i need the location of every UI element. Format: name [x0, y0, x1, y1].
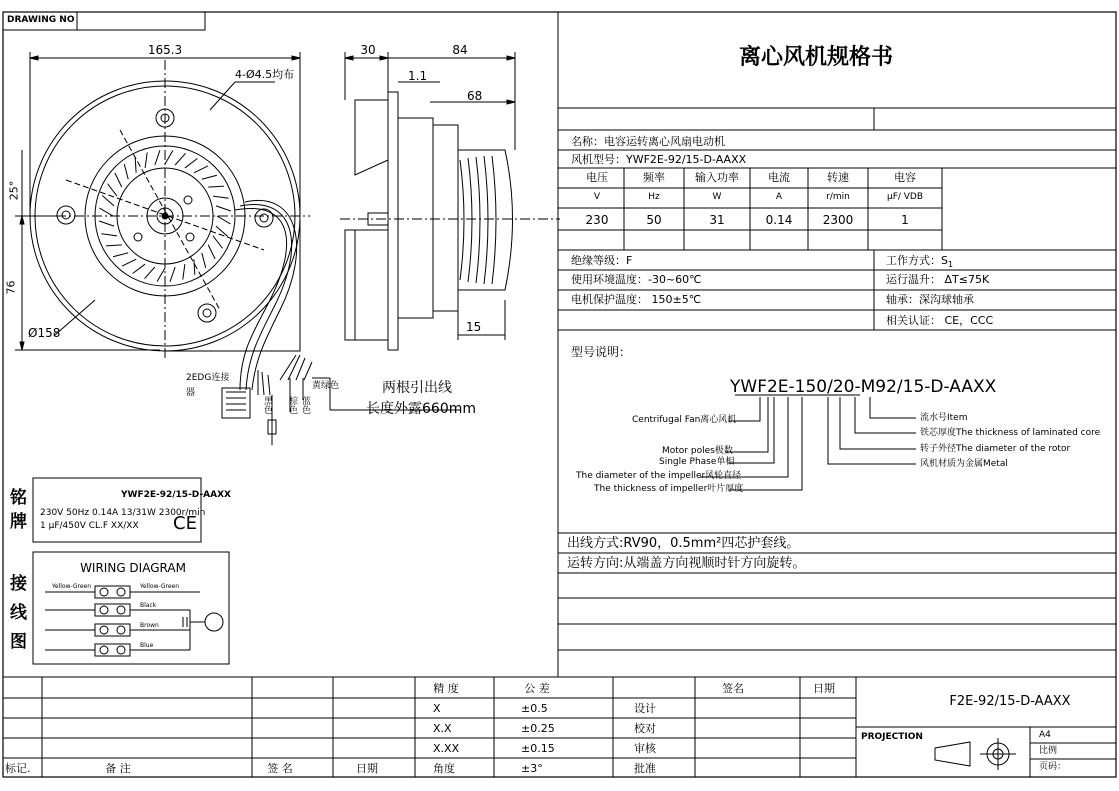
blade-slot	[202, 253, 206, 268]
spec-work-mode: 工作方式：$S_1$	[886, 254, 954, 270]
note-rotation: 运转方向:从端盖方向视顺时针方向旋转。	[567, 556, 806, 571]
blade-slot	[208, 186, 224, 187]
connector-label-2: 器	[186, 388, 196, 398]
tb-tolerance: ±3°	[521, 762, 543, 775]
wire-blue: Blue	[140, 642, 154, 649]
note-lead: 出线方式:RV90，0.5mm²四芯护套线。	[567, 536, 800, 551]
value-speed: 2300	[822, 213, 854, 227]
dim-1-1: 1.1	[408, 69, 428, 83]
wire-label-black: 黑色	[262, 396, 272, 414]
spec-insulation: 绝缘等级：F	[571, 254, 633, 267]
spec-certification: 相关认证： CE，CCC	[886, 314, 994, 327]
spec-header-name: 转速	[827, 171, 849, 184]
date2-label: 日期	[356, 762, 378, 775]
wire-yg-left: Yellow-Green	[52, 583, 92, 590]
model-label-phase: Single Phase单相	[659, 457, 735, 467]
spec-protection: 电机保护温度： 150±5℃	[571, 293, 702, 306]
blade-slot	[113, 253, 128, 257]
blade-slot	[175, 153, 185, 165]
dim-76: 76	[4, 280, 18, 295]
sign-label: 签名	[722, 682, 744, 695]
tb-precision: 角度	[433, 762, 455, 775]
blade-slot	[144, 267, 154, 279]
tb-tolerance: ±0.5	[521, 702, 548, 715]
nameplate-model: YWF2E-92/15-D-AAXX	[121, 490, 231, 500]
page-title: 离心风机规格书	[738, 44, 894, 70]
blade-slot	[185, 158, 197, 167]
dim-width: 165.3	[147, 43, 183, 57]
blade-slot	[145, 152, 147, 168]
blade-slot	[102, 195, 114, 205]
scale-label: 比例	[1039, 746, 1058, 756]
page-label: 页码：	[1039, 762, 1067, 772]
spec-temp-rise: 运行温升： ΔT≤75K	[886, 273, 990, 286]
blade-slot	[194, 166, 208, 173]
nameplate-side-1: 铭	[10, 488, 27, 508]
nameplate-line2: 1 μF/450V CL.F XX/XX	[40, 521, 139, 531]
blade-slot	[124, 164, 128, 179]
dim-30: 30	[360, 43, 376, 57]
side-view	[340, 52, 560, 350]
tb-tolerance: ±0.25	[521, 722, 555, 735]
spec-header-unit: A	[775, 192, 783, 202]
blade-slot	[202, 175, 217, 179]
blade-slot	[194, 259, 195, 275]
wire-brown: Brown	[140, 622, 159, 629]
blade-slot	[115, 173, 122, 187]
tb-role: 设计	[634, 702, 656, 715]
tolerance-label: 公 差	[524, 682, 550, 695]
mark-label: 标记.	[5, 762, 31, 775]
value-capacitor: 1	[901, 213, 909, 227]
blade-slot	[157, 268, 165, 282]
model-code: YWF2E-150/20-M92/15-D-AAXX	[730, 377, 997, 397]
spec-header-unit: r/min	[826, 192, 850, 202]
tb-tolerance: ±0.15	[521, 742, 555, 755]
remark-label: 备 注	[105, 762, 131, 775]
blade-slot	[133, 264, 145, 273]
value-voltage: 230	[585, 213, 609, 227]
wiring-side-1: 接	[10, 574, 27, 594]
tb-precision: X	[433, 702, 441, 715]
value-current: 0.14	[765, 213, 793, 227]
nameplate-side-2: 牌	[10, 512, 27, 532]
blade-slot	[122, 259, 136, 266]
blade-slot	[170, 267, 175, 282]
ce-mark: CE	[173, 513, 197, 534]
blade-slot	[99, 221, 114, 226]
dim-68: 68	[467, 89, 483, 103]
blade-slot	[183, 264, 185, 280]
connector	[222, 355, 460, 445]
blade-slot	[213, 196, 229, 198]
wiring-lines	[45, 583, 223, 656]
spec-header-name: 输入功率	[695, 171, 739, 184]
wiring-side-2: 线	[10, 603, 27, 623]
blade-slot	[101, 234, 117, 236]
spec-header-unit: Hz	[648, 192, 660, 202]
model-label-thickness: The thickness of impeller叶片厚度	[594, 484, 744, 494]
blade-slot	[217, 216, 231, 224]
spec-header-unit: W	[712, 192, 722, 202]
tb-precision: X.X	[433, 722, 452, 735]
blade-slot	[155, 150, 160, 165]
wire-black: Black	[140, 602, 157, 609]
dim-25: 25°	[7, 180, 21, 201]
model-label-fan: Centrifugal Fan离心风机	[632, 415, 737, 425]
projection-label: PROJECTION	[861, 732, 923, 742]
spec-name: 名称：电容运转离心风扇电动机	[571, 135, 725, 148]
wire-label-yg: 黄绿色	[312, 381, 340, 391]
model-label-diameter: The diameter of the impeller风轮直径	[576, 471, 742, 481]
wiring-title: WIRING DIAGRAM	[80, 561, 186, 575]
spec-model: 风机型号：YWF2E-92/15-D-AAXX	[571, 153, 747, 166]
wire-label-blue: 蓝色	[300, 396, 310, 414]
wire-yg-right: Yellow-Green	[140, 583, 180, 590]
spec-header-unit: μF/ VDB	[886, 192, 924, 202]
wiring-side-3: 图	[10, 632, 27, 652]
blade-slot	[208, 245, 215, 259]
part-number: F2E-92/15-D-AAXX	[949, 694, 1071, 709]
blade-slot	[135, 157, 136, 173]
model-label-item: 流水号Item	[920, 413, 968, 423]
tb-role: 校对	[634, 722, 656, 735]
connector-label: 2EDG连接	[186, 373, 230, 383]
nameplate-line1: 230V 50Hz 0.14A 13/31W 2300r/min	[40, 508, 206, 518]
drawing-no-label: DRAWING NO	[7, 15, 75, 25]
model-label-poles: Motor poles极数	[662, 446, 733, 456]
tb-role: 批准	[634, 762, 656, 775]
spec-header-unit: V	[593, 192, 601, 202]
dim-15: 15	[466, 320, 482, 334]
precision-label: 精 度	[433, 682, 459, 695]
paper-size: A4	[1039, 730, 1051, 740]
wire-label-brown: 棕色	[287, 396, 297, 414]
model-label-rotor: 转子外径The diameter of the rotor	[920, 444, 1071, 454]
lead-note-2: 长度外露660mm	[366, 401, 476, 417]
model-label-core: 铁芯厚度The thickness of laminated core	[920, 428, 1101, 438]
value-frequency: 50	[646, 213, 662, 227]
dim-holes: 4-Ø4.5均布	[235, 68, 295, 81]
blade-slot	[165, 150, 173, 164]
dim-158: Ø158	[28, 326, 61, 340]
blade-slot	[216, 206, 231, 211]
blade-slot	[107, 184, 116, 196]
spec-header-name: 频率	[643, 171, 665, 184]
model-label-metal: 风机材质为金属Metal	[920, 459, 1008, 469]
sign2-label: 签 名	[267, 762, 293, 775]
value-power: 31	[709, 213, 725, 227]
spec-header-name: 电容	[894, 171, 916, 184]
date-label: 日期	[813, 682, 835, 695]
spec-header-name: 电压	[586, 171, 608, 184]
spec-bearing: 轴承：深沟球轴承	[886, 293, 974, 306]
spec-ambient: 使用环境温度：-30~60℃	[571, 273, 702, 286]
projection-symbol	[935, 738, 1016, 770]
dim-84: 84	[452, 43, 468, 57]
blade-slot	[106, 245, 122, 246]
spec-header-name: 电流	[768, 171, 790, 184]
lead-note-1: 两根引出线	[382, 380, 452, 396]
blade-slot	[213, 236, 222, 248]
tb-role: 审核	[634, 742, 656, 755]
model-desc-title: 型号说明：	[571, 345, 632, 359]
blade-slot	[99, 208, 113, 216]
tb-precision: X.XX	[433, 742, 460, 755]
